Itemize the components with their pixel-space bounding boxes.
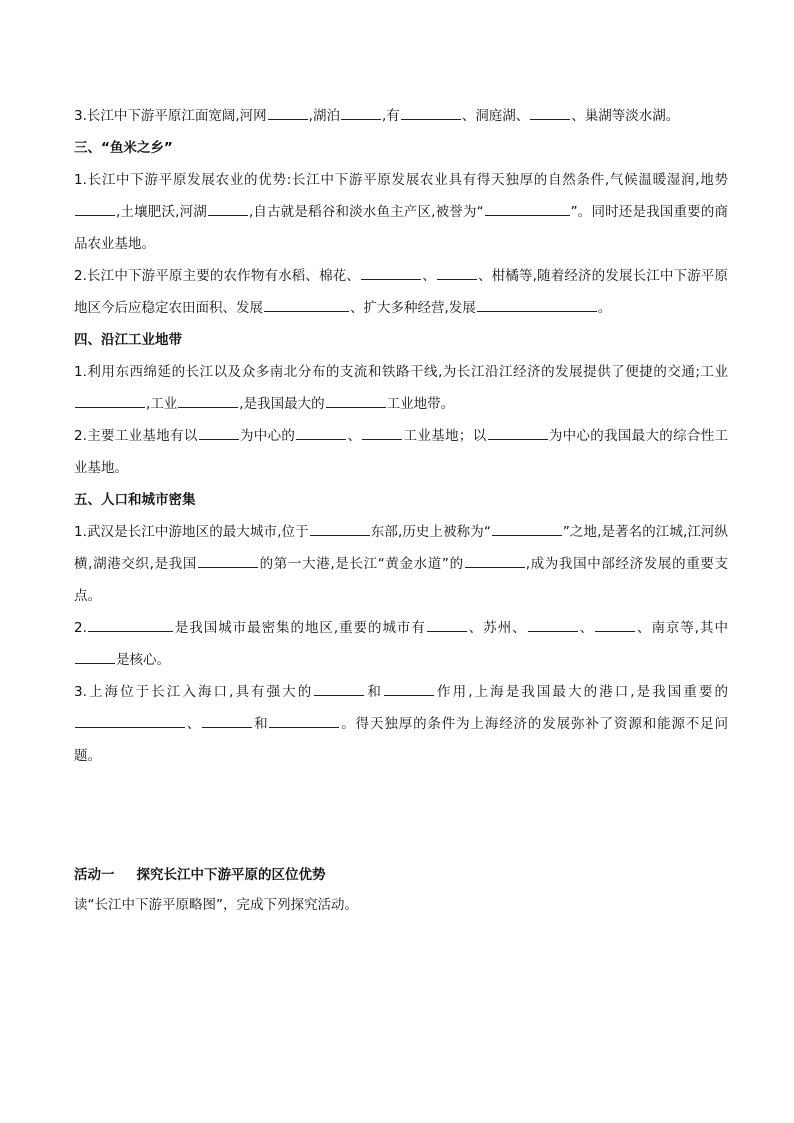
- fill-blank[interactable]: [401, 105, 461, 120]
- fill-blank[interactable]: [75, 649, 115, 664]
- fill-blank[interactable]: [264, 297, 349, 312]
- section-heading-industry: 四、沿江工业地带: [74, 332, 182, 348]
- fill-blank[interactable]: [314, 681, 364, 696]
- fill-blank[interactable]: [310, 521, 370, 536]
- fill-blank[interactable]: [268, 105, 308, 120]
- fill-blank[interactable]: [492, 521, 562, 536]
- fill-blank[interactable]: [199, 425, 239, 440]
- fill-blank[interactable]: [465, 553, 525, 568]
- fill-blank[interactable]: [477, 297, 597, 312]
- activity-number: 活动一: [74, 867, 115, 883]
- fill-blank[interactable]: [75, 393, 145, 408]
- fill-blank[interactable]: [75, 713, 185, 728]
- fill-blank[interactable]: [269, 713, 339, 728]
- s4-paragraph-1: 1.利用东西绵延的长江以及众多南北分布的支流和铁路干线,为长江沿江经济的发展提供了便捷的交通;工业,工业 ,是我国最大的 工业地带。: [74, 364, 728, 412]
- fill-blank[interactable]: [361, 265, 421, 280]
- fill-blank[interactable]: [88, 617, 173, 632]
- section-heading-yumi: 三、“鱼米之乡”: [74, 140, 173, 156]
- activity-title: [74, 860, 728, 890]
- fill-blank[interactable]: [528, 617, 578, 632]
- fill-blank[interactable]: [202, 713, 252, 728]
- fill-blank[interactable]: [296, 425, 346, 440]
- s2-paragraph-3: 3.长江中下游平原江面宽阔,河网 ,湖泊 ,有 、洞庭湖、 、巢湖等淡水湖。: [74, 100, 728, 132]
- fill-blank[interactable]: [208, 201, 248, 216]
- activity-block: [74, 860, 728, 920]
- fill-blank[interactable]: [362, 425, 402, 440]
- s4-paragraph-2: 2.主要工业基地有以 为中心的 、 工业基地；以 为中心的我国最大的综合性工业基地。: [74, 420, 728, 484]
- s5-paragraph-1: 1.武汉是长江中游地区的最大城市,位于 东部,历史上被称为“ ”之地,是著名的江城,江河纵横,湖港交织,是我国 的第一大港,是长江“黄金水道”的 ,成为我国中部经济发展的重要支点。: [74, 516, 728, 612]
- activity-topic: 探究长江中下游平原的区位优势: [136, 867, 326, 883]
- s3-paragraph-2: 2.长江中下游平原主要的农作物有水稻、棉花、 、 、柑橘等,随着经济的发展长江中下游平原地区今后应稳定农田面积、发展 、扩大多种经营,发展 。: [74, 260, 728, 324]
- fill-blank[interactable]: [488, 425, 548, 440]
- fill-blank[interactable]: [75, 201, 115, 216]
- fill-blank[interactable]: [485, 201, 570, 216]
- fill-blank[interactable]: [178, 393, 238, 408]
- fill-blank[interactable]: [530, 105, 570, 120]
- fill-blank[interactable]: [437, 265, 477, 280]
- s3-paragraph-1: 1.长江中下游平原发展农业的优势:长江中下游平原发展农业具有得天独厚的自然条件,气候温暖湿润,地势,土壤肥沃,河湖 ,自古就是稻谷和淡水鱼主产区,被誉为“ ”。同时还是我国重要的商品农业基地。: [74, 172, 728, 252]
- activity-instruction: 读“长江中下游平原略图”，完成下列探究活动。: [74, 897, 358, 913]
- fill-blank[interactable]: [326, 393, 386, 408]
- fill-blank[interactable]: [198, 553, 258, 568]
- fill-blank[interactable]: [595, 617, 635, 632]
- s5-paragraph-2: 2. 是我国城市最密集的地区,重要的城市有 、苏州、 、 、南京等,其中是核心。: [74, 612, 728, 676]
- fill-blank[interactable]: [341, 105, 381, 120]
- worksheet-content: [74, 100, 728, 772]
- s5-paragraph-3: 3.上海位于长江入海口,具有强大的 和 作用,上海是我国最大的港口,是我国重要的、 和 。得天独厚的条件为上海经济的发展弥补了资源和能源不足问题。: [74, 676, 728, 772]
- section-heading-cities: 五、人口和城市密集: [74, 492, 196, 508]
- fill-blank[interactable]: [427, 617, 467, 632]
- fill-blank[interactable]: [384, 681, 434, 696]
